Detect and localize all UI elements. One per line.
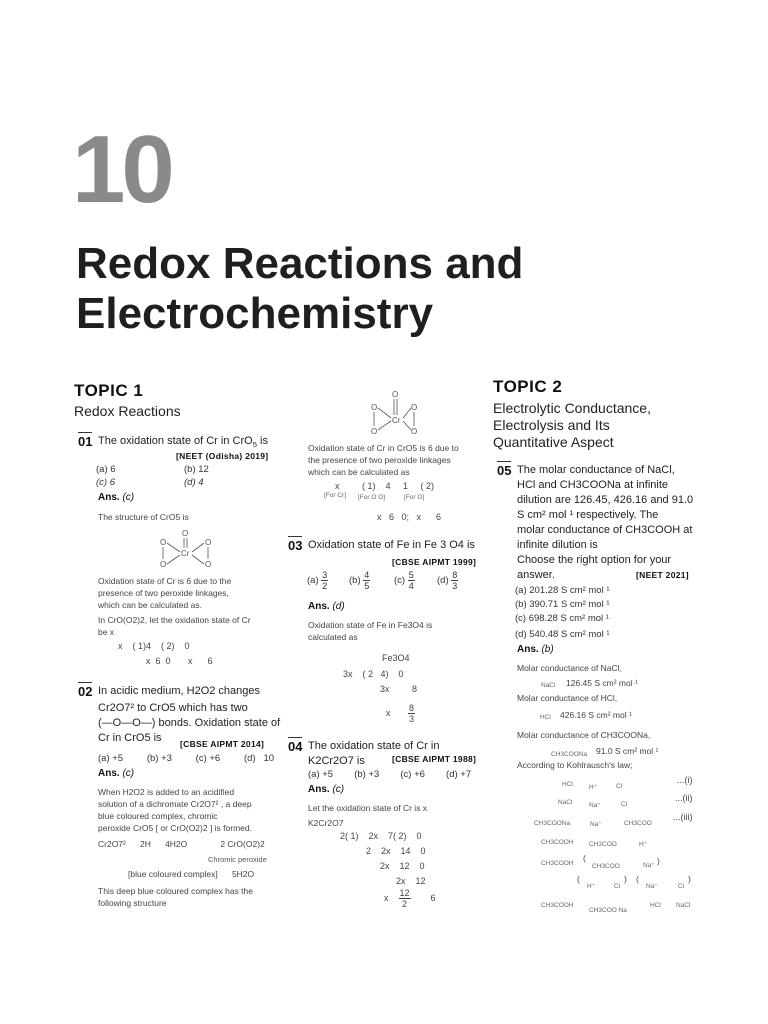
solution-text: which can be calculated as <box>308 467 410 477</box>
svg-text:Cr: Cr <box>181 549 190 558</box>
question-text: The oxidation state of Cr in <box>308 740 440 752</box>
solution-text: According to Kohlrausch's law; <box>517 760 633 770</box>
equation: x ( 1)4 ( 2) 0 <box>118 641 190 651</box>
solution-text: be x <box>98 627 115 637</box>
solution-text: the presence of two peroxide linkages <box>308 455 451 465</box>
question-text: answer. <box>517 569 555 581</box>
svg-text:O: O <box>205 560 212 569</box>
question-text: Cr2O7² to CrO5 which has two <box>98 702 248 714</box>
formula: K2Cr2O7 <box>308 818 344 828</box>
option-a: (a) 6 <box>96 464 116 475</box>
question-source: [NEET 2021] <box>636 570 689 580</box>
equation-term: CH3COOH <box>541 902 574 909</box>
bracket: ) <box>657 856 660 866</box>
solution-text: Molar conductance of CH3COONa, <box>517 730 651 740</box>
answer: Ans. (c) <box>98 492 135 503</box>
svg-text:O: O <box>160 560 167 569</box>
chapter-title-line1: Redox Reactions and <box>76 239 524 288</box>
solution-text: Oxidation state of Fe in Fe3O4 is <box>308 620 433 630</box>
question-text: The oxidation state of Cr in CrO$_5$ is <box>98 435 268 450</box>
question-number: 02 <box>78 684 93 699</box>
question-text: In acidic medium, H2O2 changes <box>98 685 261 697</box>
svg-text:O: O <box>205 538 212 547</box>
equation-label: Chromic peroxide <box>208 855 267 864</box>
equation-term: Na⁺ <box>589 802 601 809</box>
option-b: (b) 12 <box>184 464 209 475</box>
topic1-heading: TOPIC 1 <box>74 381 144 400</box>
equation: x 6 0 x 6 <box>146 656 213 666</box>
equation-term: CH3COO <box>592 863 620 870</box>
bracket: ) <box>624 874 627 884</box>
equation-label: CH3COONa <box>551 751 588 758</box>
question-text: dilution are 126.45, 426.16 and 91.0 <box>517 494 694 506</box>
topic2-subtitle: Electrolysis and Its <box>493 417 610 433</box>
solution-text: calculated as <box>308 632 358 642</box>
solution-text: presence of two peroxide linkages, <box>98 588 229 598</box>
option-c: (c) 698.28 S cm² mol ¹ <box>515 613 609 624</box>
equation-term: CH3COOH <box>541 860 574 867</box>
equation: x $\frac{8}{3}$ <box>386 703 415 724</box>
option-b: (b) 390.71 S cm² mol ¹ <box>515 599 610 610</box>
option-c: (c) $\frac{5}{4}$ <box>394 570 414 591</box>
svg-text:O: O <box>392 390 399 399</box>
topic1-subtitle: Redox Reactions <box>74 403 181 419</box>
solution-text: The structure of CrO5 is <box>98 512 189 522</box>
equation-term: CH3COONa <box>534 820 571 827</box>
equation-term: NaCl <box>558 799 573 806</box>
option-d: (d) 4 <box>184 477 204 488</box>
equation-label: [For Cr] <box>324 492 347 499</box>
question-number: 05 <box>497 463 512 478</box>
option-d: (d) $\frac{8}{3}$ <box>437 570 458 591</box>
svg-text:O: O <box>411 427 418 436</box>
option-a: (a) $\frac{3}{2}$ <box>307 570 328 591</box>
equation: 91.0 S cm² mol ¹ <box>596 746 659 756</box>
equation: 2x 12 0 <box>380 861 425 871</box>
equation-term: HCl <box>562 781 573 788</box>
svg-text:O: O <box>371 427 378 436</box>
option-d: (d) 540.48 S cm² mol ¹ <box>515 629 610 640</box>
solution-text: peroxide CrO5 [ or CrO(O2)2 ] is formed. <box>98 823 252 833</box>
solution-text: Molar conductance of HCl, <box>517 693 618 703</box>
question-source: [NEET (Odisha) 2019] <box>176 451 269 461</box>
question-number: 03 <box>288 538 303 553</box>
equation-term: Cl <box>621 801 628 808</box>
chapter-number: 10 <box>72 116 171 223</box>
question-number: 04 <box>288 739 303 754</box>
question-text: The molar conductance of NaCl, <box>517 464 675 476</box>
svg-text:O: O <box>411 403 418 412</box>
solution-text: This deep blue coloured complex has the <box>98 886 253 896</box>
answer: Ans. (b) <box>517 644 554 655</box>
question-text: S cm² mol ¹ respectively. The <box>517 509 659 521</box>
equation-term: H⁺ <box>587 883 596 890</box>
equation: 426.16 S cm² mol ¹ <box>560 710 632 720</box>
question-number: 01 <box>78 434 93 449</box>
equation-term: HCl <box>650 902 661 909</box>
equation-number: ...(i) <box>677 775 693 785</box>
equation: 2x 12 <box>396 876 426 886</box>
topic2-heading: TOPIC 2 <box>493 377 563 396</box>
solution-text: Oxidation state of Cr in CrO5 is 6 due to <box>308 443 459 453</box>
bracket: ( <box>583 853 586 863</box>
equation-term: Na⁺ <box>646 883 658 890</box>
option-c: (c) 6 <box>96 477 115 488</box>
equation-term: CH3COO Na <box>589 907 627 914</box>
question-text: (—O—O—) bonds. Oxidation state of <box>98 717 281 729</box>
option-b: (b) $\frac{4}{5}$ <box>349 570 370 591</box>
svg-text:O: O <box>371 403 378 412</box>
solution-text: Oxidation state of Cr is 6 due to the <box>98 576 232 586</box>
solution-text: solution of a dichromate Cr2O7² , a deep <box>98 799 252 809</box>
question-text: HCl and CH3COONa at infinite <box>517 479 669 491</box>
topic2-subtitle: Quantitative Aspect <box>493 434 614 450</box>
bracket: ) <box>688 874 691 884</box>
solution-text: In CrO(O2)2, let the oxidation state of Cr <box>98 615 251 625</box>
question-text: infinite dilution is <box>517 539 598 551</box>
equation: 3x 8 <box>380 684 418 694</box>
equation-term: H⁺ <box>589 784 598 791</box>
equation-term: H⁺ <box>639 841 648 848</box>
svg-text:O: O <box>182 529 189 538</box>
bracket: ( <box>577 874 580 884</box>
question-text: K2Cr2O7 is <box>308 755 365 767</box>
equation-label: NaCl <box>541 682 556 689</box>
solution-text: following structure <box>98 898 167 908</box>
equation-term: CH3COOH <box>541 839 574 846</box>
solution-text: which can be calculated as. <box>98 600 202 610</box>
question-text: Oxidation state of Fe in Fe 3 O4 is <box>308 539 475 551</box>
equation-number: ...(ii) <box>675 793 693 803</box>
equation: x $\frac{12}{2}$ 6 <box>384 888 436 909</box>
equation: Cr2O7² 2H 4H2O 2 CrO(O2)2 <box>98 839 265 849</box>
options: (a) +5 (b) +3 (c) +6 (d) 10 <box>98 753 275 764</box>
solution-text: Let the oxidation state of Cr is x <box>308 803 428 813</box>
solution-text: Molar conductance of NaCl, <box>517 663 622 673</box>
equation-term: CH3COO <box>624 820 652 827</box>
answer: Ans. (d) <box>308 601 345 612</box>
equation: x 6 0; x 6 <box>377 512 442 522</box>
equation-term: CH3COO <box>589 841 617 848</box>
cro5-structure-diagram <box>365 388 425 438</box>
solution-text: blue coloured complex, chromic <box>98 811 218 821</box>
equation: x ( 1) 4 1 ( 2) <box>335 481 435 491</box>
topic2-subtitle: Electrolytic Conductance, <box>493 400 651 416</box>
options: (a) +5 (b) +3 (c) +6 (d) +7 <box>308 769 472 780</box>
solution-text: When H2O2 is added to an acidified <box>98 787 235 797</box>
question-text: Choose the right option for your <box>517 554 672 566</box>
question-source: [CBSE AIPMT 1999] <box>392 557 477 567</box>
equation: 2 2x 14 0 <box>366 846 426 856</box>
question-text: molar conductance of CH3COOH at <box>517 524 693 536</box>
equation-label: [For O] <box>404 494 425 501</box>
question-source: [CBSE AIPMT 1988] <box>392 754 477 764</box>
svg-text:Cr: Cr <box>392 416 401 425</box>
equation: 126.45 S cm² mol ¹ <box>566 678 638 688</box>
equation-term: Cl <box>678 883 685 890</box>
question-text: Cr in CrO5 is <box>98 732 162 744</box>
equation-term: Na⁺ <box>643 862 655 869</box>
answer: Ans. (c) <box>98 768 135 779</box>
equation-number: ...(iii) <box>673 812 693 822</box>
question-source: [CBSE AIPMT 2014] <box>180 739 265 749</box>
svg-text:O: O <box>160 538 167 547</box>
equation: 3x ( 2 4) 0 <box>343 669 404 679</box>
bracket: ( <box>636 874 639 884</box>
option-a: (a) 201.28 S cm² mol ¹ <box>515 585 610 596</box>
equation-term: Cl <box>616 783 623 790</box>
equation-label: HCl <box>540 714 551 721</box>
chapter-title-line2: Electrochemistry <box>76 289 434 338</box>
equation-term: Cl <box>614 883 621 890</box>
formula: Fe3O4 <box>382 653 410 663</box>
answer: Ans. (c) <box>308 784 345 795</box>
equation: 2( 1) 2x 7( 2) 0 <box>340 831 422 841</box>
equation-term: NaCl <box>676 902 691 909</box>
cro5-structure-diagram <box>155 527 225 573</box>
equation: [blue coloured complex] 5H2O <box>128 869 255 879</box>
equation-term: Na⁺ <box>590 821 602 828</box>
equation-label: [For O O] <box>358 494 386 501</box>
